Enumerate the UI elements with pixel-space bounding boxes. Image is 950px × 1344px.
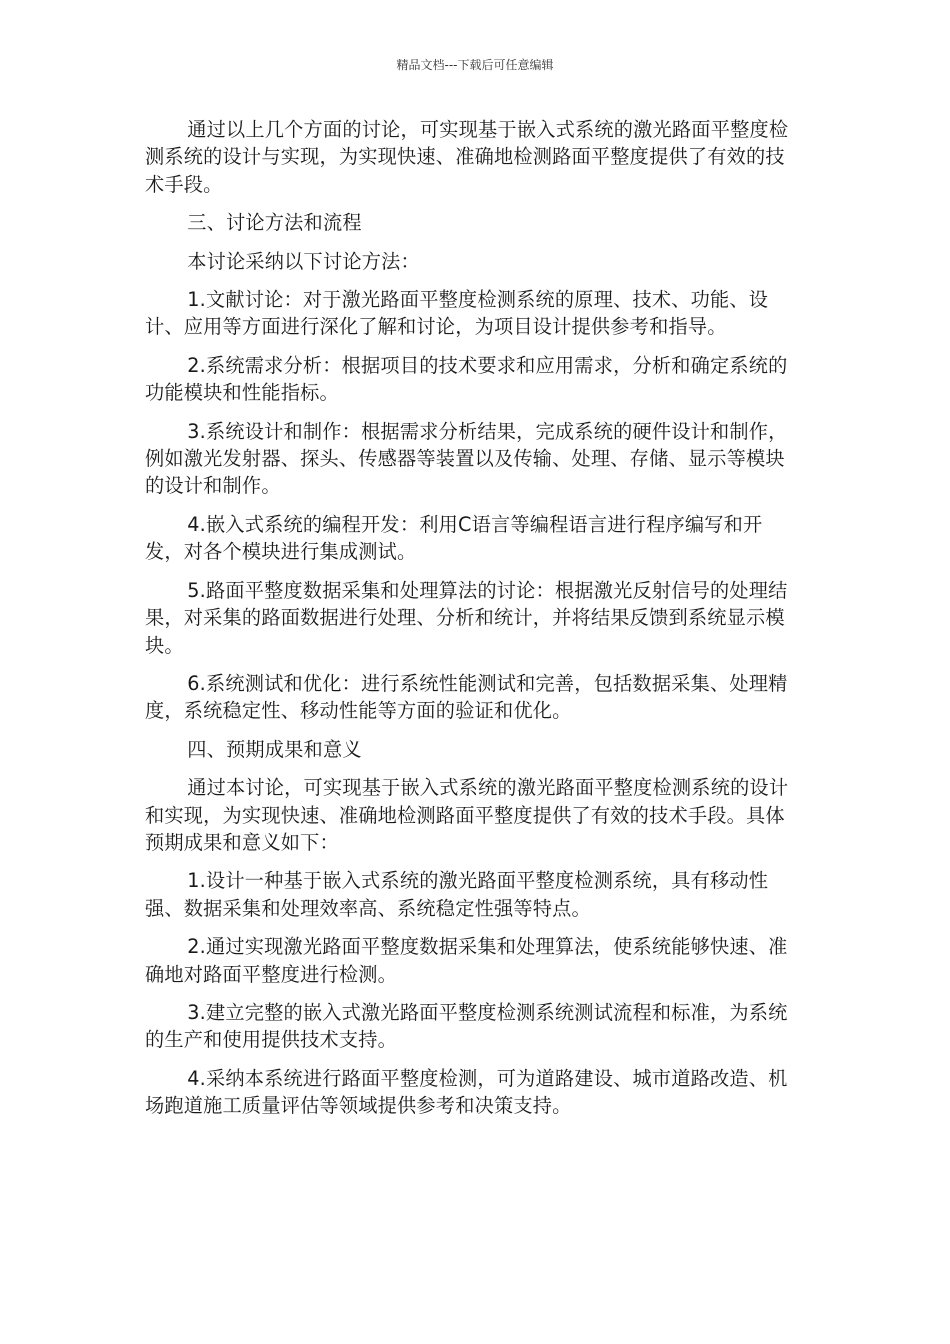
outcome-item-3: 3.建立完整的嵌入式激光路面平整度检测系统测试流程和标准，为系统的生产和使用提供技术支持。 <box>145 1000 788 1052</box>
outcome-item-4: 4.采纳本系统进行路面平整度检测，可为道路建设、城市道路改造、机场跑道施工质量评估等领域提供参考和决策支持。 <box>145 1066 788 1118</box>
intro-paragraph: 通过以上几个方面的讨论，可实现基于嵌入式系统的激光路面平整度检测系统的设计与实现，为实现快速、准确地检测路面平整度提供了有效的技术手段。 <box>145 118 789 196</box>
method-item-3: 3.系统设计和制作：根据需求分析结果，完成系统的硬件设计和制作，例如激光发射器、探头、传感器等装置以及传输、处理、存储、显示等模块的设计和制作。 <box>145 419 788 498</box>
method-item-2: 2.系统需求分析：根据项目的技术要求和应用需求，分析和确定系统的功能模块和性能指标。 <box>145 353 788 405</box>
outcomes-intro-paragraph: 通过本讨论，可实现基于嵌入式系统的激光路面平整度检测系统的设计和实现，为实现快速、准确地检测路面平整度提供了有效的技术手段。具体预期成果和意义如下： <box>145 776 789 854</box>
method-item-5: 5.路面平整度数据采集和处理算法的讨论：根据激光反射信号的处理结果，对采集的路面数据进行处理、分析和统计，并将结果反馈到系统显示模块。 <box>145 578 788 657</box>
section-heading-methods: 三、讨论方法和流程 <box>187 211 362 235</box>
method-item-4: 4.嵌入式系统的编程开发：利用C语言等编程语言进行程序编写和开发，对各个模块进行集成测试。 <box>145 512 763 564</box>
section-heading-outcomes: 四、预期成果和意义 <box>187 737 362 761</box>
methods-intro-paragraph: 本讨论采纳以下讨论方法： <box>187 249 420 273</box>
document-body <box>145 116 797 1131</box>
method-item-6: 6.系统测试和优化：进行系统性能测试和完善，包括数据采集、处理精度，系统稳定性、移动性能等方面的验证和优化。 <box>145 671 788 723</box>
page-header: 精品文档---下载后可任意编辑 <box>396 58 554 72</box>
method-item-1: 1.文献讨论：对于激光路面平整度检测系统的原理、技术、功能、设计、应用等方面进行深化了解和讨论，为项目设计提供参考和指导。 <box>145 288 769 339</box>
outcome-item-2: 2.通过实现激光路面平整度数据采集和处理算法，使系统能够快速、准确地对路面平整度进行检测。 <box>145 935 788 986</box>
outcome-item-1: 1.设计一种基于嵌入式系统的激光路面平整度检测系统，具有移动性强、数据采集和处理效率高、系统稳定性强等特点。 <box>145 869 769 920</box>
